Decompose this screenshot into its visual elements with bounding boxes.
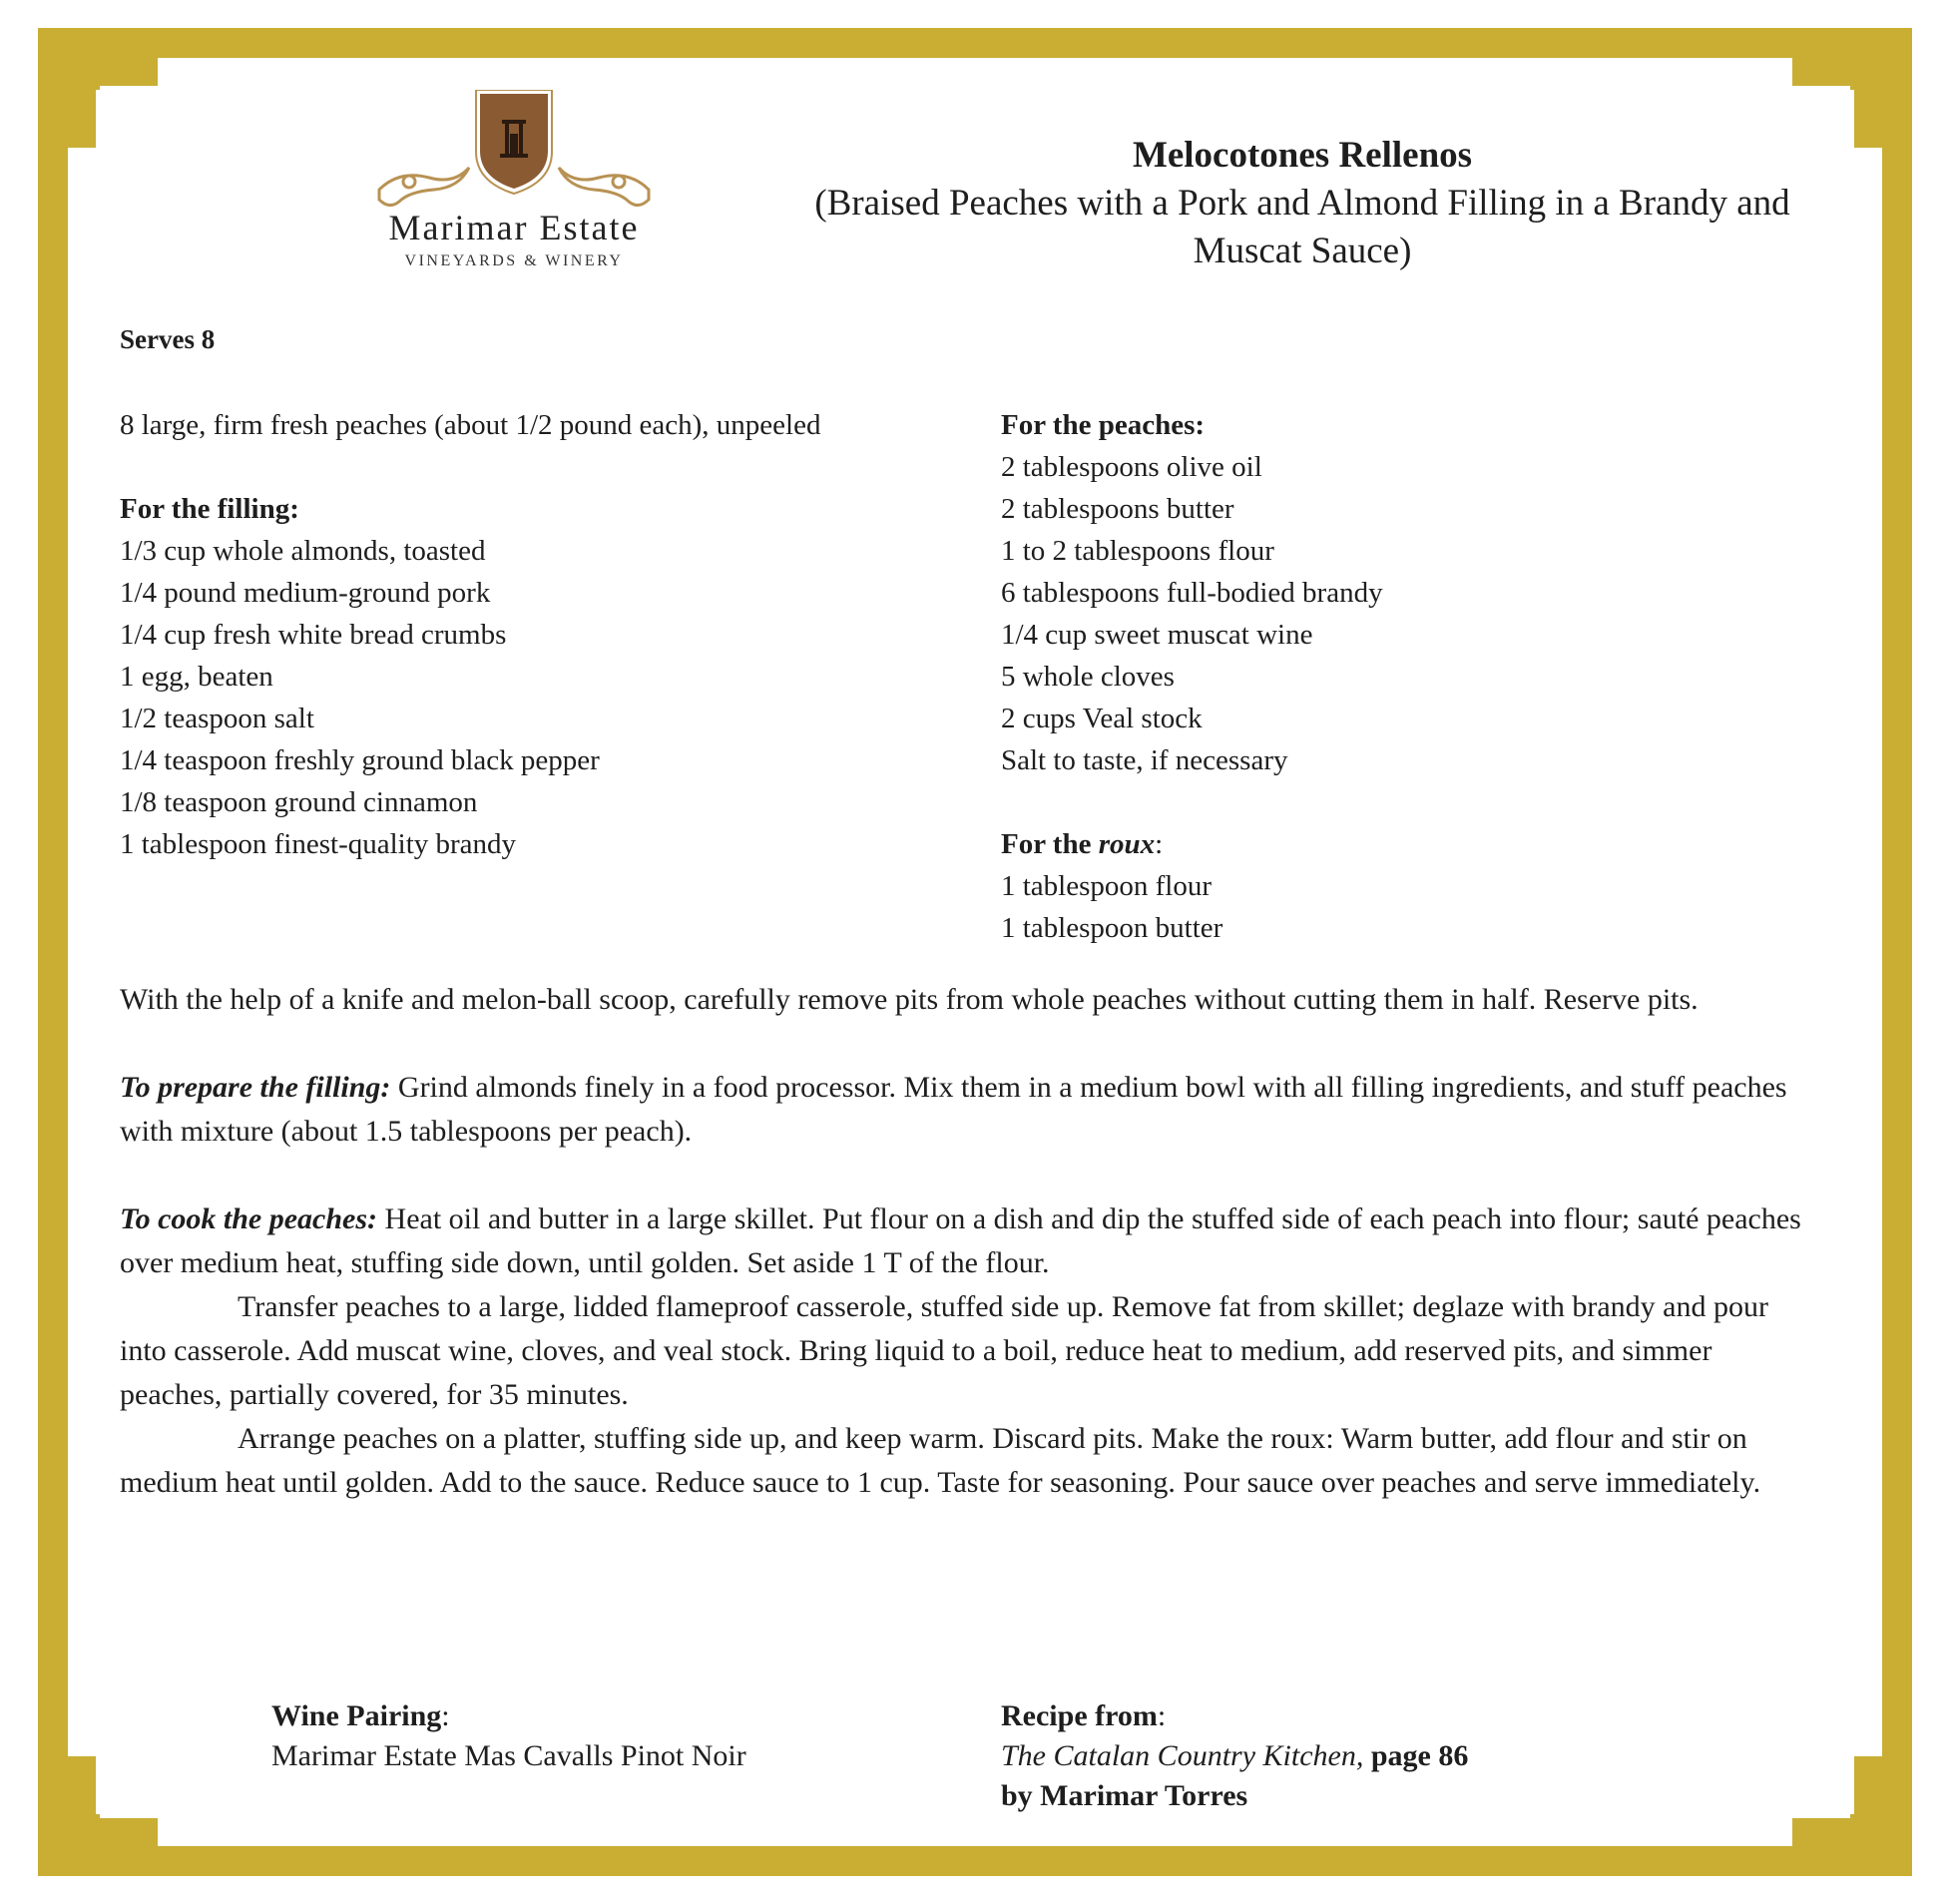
ingredients-right-column bbox=[1001, 404, 1779, 949]
recipe-title: Melocotones Rellenos bbox=[1132, 135, 1473, 176]
list-item: Salt to taste, if necessary bbox=[1001, 744, 1288, 776]
list-item: 1/4 teaspoon freshly ground black pepper bbox=[120, 744, 600, 776]
recipe-subtitle: (Braised Peaches with a Pork and Almond Filling in a Brandy and Muscat Sauce) bbox=[814, 183, 1790, 271]
list-item: 2 tablespoons olive oil bbox=[1001, 451, 1262, 483]
list-item: 1/2 teaspoon salt bbox=[120, 703, 314, 734]
list-item: 1 tablespoon butter bbox=[1001, 912, 1223, 944]
wine-pairing-label: Wine Pairing bbox=[271, 1699, 442, 1732]
list-item: 1 tablespoon finest-quality brandy bbox=[120, 828, 517, 860]
list-item: 1/4 pound medium-ground pork bbox=[120, 577, 491, 609]
instruction-transfer: Transfer peaches to a large, lidded flameproof casserole, stuffed side up. Remove fat from skillet; deglaze with brandy and pour into casserole. Add muscat wine, cloves, and veal stock. Bring liquid to a boil, reduce heat to medium, add reserved pits, and simmer peaches, partially covered, for 35 minutes. bbox=[120, 1290, 1768, 1411]
brand-name: Marimar Estate bbox=[388, 208, 640, 247]
brand-tagline: VINEYARDS & WINERY bbox=[404, 252, 624, 269]
filling-heading: For the filling: bbox=[120, 493, 299, 525]
list-item: 2 tablespoons butter bbox=[1001, 493, 1234, 525]
list-item: 6 tablespoons full-bodied brandy bbox=[1001, 577, 1383, 609]
wine-pairing-value: Marimar Estate Mas Cavalls Pinot Noir bbox=[271, 1739, 746, 1772]
instruction-arrange: Arrange peaches on a platter, stuffing side up, and keep warm. Discard pits. Make the roux: Warm butter, add flour and stir on medium heat until golden. Add to the sauce. Reduce sauce to 1 cup. Taste for seasoning. Pour sauce over peaches and serve immediately. bbox=[120, 1422, 1761, 1499]
list-item: 2 cups Veal stock bbox=[1001, 703, 1203, 734]
peaches-list bbox=[1001, 446, 1779, 781]
peaches-heading: For the peaches: bbox=[1001, 409, 1206, 441]
list-item: 1 tablespoon flour bbox=[1001, 870, 1213, 902]
marimar-crest-icon bbox=[339, 90, 689, 279]
instruction-intro: With the help of a knife and melon-ball scoop, carefully remove pits from whole peaches without cutting them in half. Reserve pits. bbox=[120, 983, 1699, 1016]
list-item: 1 egg, beaten bbox=[120, 661, 273, 693]
title-block bbox=[798, 132, 1806, 275]
filling-list bbox=[120, 530, 918, 865]
list-item: 1/4 cup sweet muscat wine bbox=[1001, 619, 1313, 651]
roux-list bbox=[1001, 865, 1779, 949]
list-item: 1 to 2 tablespoons flour bbox=[1001, 535, 1274, 567]
ingredients-left-column bbox=[120, 404, 918, 865]
source-book: The Catalan Country Kitchen, bbox=[1001, 1739, 1364, 1772]
source-author: by Marimar Torres bbox=[1001, 1779, 1248, 1812]
instructions bbox=[120, 978, 1816, 1505]
list-item: 1/3 cup whole almonds, toasted bbox=[120, 535, 486, 567]
source-label: Recipe from bbox=[1001, 1699, 1158, 1732]
main-ingredient: 8 large, firm fresh peaches (about 1/2 pound each), unpeeled bbox=[120, 409, 821, 441]
list-item: 1/8 teaspoon ground cinnamon bbox=[120, 786, 478, 818]
list-item: 5 whole cloves bbox=[1001, 661, 1175, 693]
recipe-source: Recipe from: The Catalan Country Kitchen, page 86 by Marimar Torres bbox=[1001, 1696, 1468, 1816]
wine-pairing: Wine Pairing: Marimar Estate Mas Cavalls Pinot Noir bbox=[271, 1696, 746, 1776]
list-item: 1/4 cup fresh white bread crumbs bbox=[120, 619, 507, 651]
instruction-cook: To cook the peaches: Heat oil and butter in a large skillet. Put flour on a dish and dip the stuffed side of each peach into flour; sauté peaches over medium heat, stuffing side down, until golden. Set aside 1 T of the flour. bbox=[120, 1202, 1801, 1279]
source-page: page 86 bbox=[1363, 1739, 1469, 1772]
serves-count: Serves 8 bbox=[120, 324, 216, 354]
instruction-filling: To prepare the filling: Grind almonds finely in a food processor. Mix them in a medium bowl with all filling ingredients, and stuff peaches with mixture (about 1.5 tablespoons per peach). bbox=[120, 1071, 1787, 1148]
roux-heading: For the roux: bbox=[1001, 828, 1164, 860]
